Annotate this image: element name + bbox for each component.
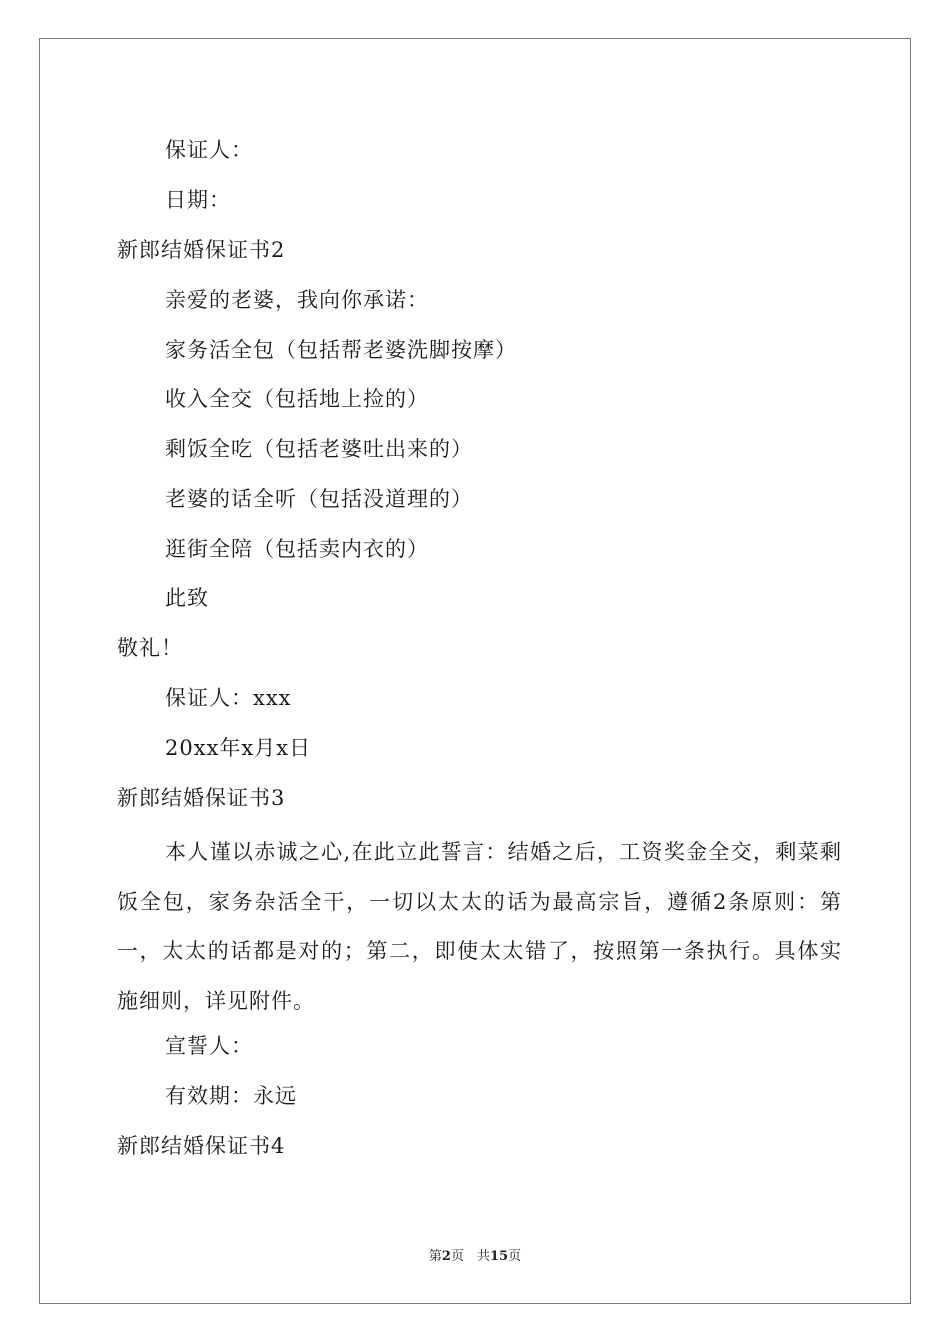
promise-item: 剩饭全吃（包括老婆吐出来的） [165, 437, 473, 461]
footer-current-page: 2 [441, 1249, 451, 1264]
salutation: 亲爱的老婆，我向你承诺： [165, 288, 429, 312]
footer-total-pages: 15 [489, 1249, 509, 1264]
promise-item: 老婆的话全听（包括没道理的） [165, 487, 473, 511]
promise-item: 逛街全陪（包括卖内衣的） [165, 537, 429, 561]
closing-line: 此致 [165, 586, 209, 610]
validity-line: 有效期：永远 [165, 1084, 297, 1108]
closing-regards: 敬礼！ [117, 636, 183, 660]
guarantor-signature: 保证人：xxx [165, 686, 292, 710]
section-heading-4: 新郎结婚保证书4 [117, 1134, 286, 1158]
section-heading-3: 新郎结婚保证书3 [117, 786, 286, 810]
promise-item: 家务活全包（包括帮老婆洗脚按摩） [165, 338, 517, 362]
oath-paragraph: 本人谨以赤诚之心,在此立此誓言：结婚之后，工资奖金全交，剩菜剩饭全包，家务杂活全干，一切以太太的话为最高宗旨，遵循2条原则：第一，太太的话都是对的；第二，即使太太错了，按照第一条执行。具体实施细则，详见附件。 [117, 840, 842, 1013]
guarantor-label: 保证人： [165, 138, 253, 162]
promise-item: 收入全交（包括地上捡的） [165, 387, 429, 411]
page-footer [0, 1248, 950, 1266]
footer-middle: 页 共 [450, 1249, 490, 1264]
date-label: 日期： [165, 188, 231, 212]
signature-date: 20xx年x月x日 [165, 736, 312, 760]
page-border [39, 38, 911, 1304]
section-heading-2: 新郎结婚保证书2 [117, 238, 286, 262]
oath-taker-label: 宣誓人： [165, 1034, 253, 1058]
footer-prefix: 第 [428, 1249, 442, 1264]
footer-suffix: 页 [508, 1249, 522, 1264]
